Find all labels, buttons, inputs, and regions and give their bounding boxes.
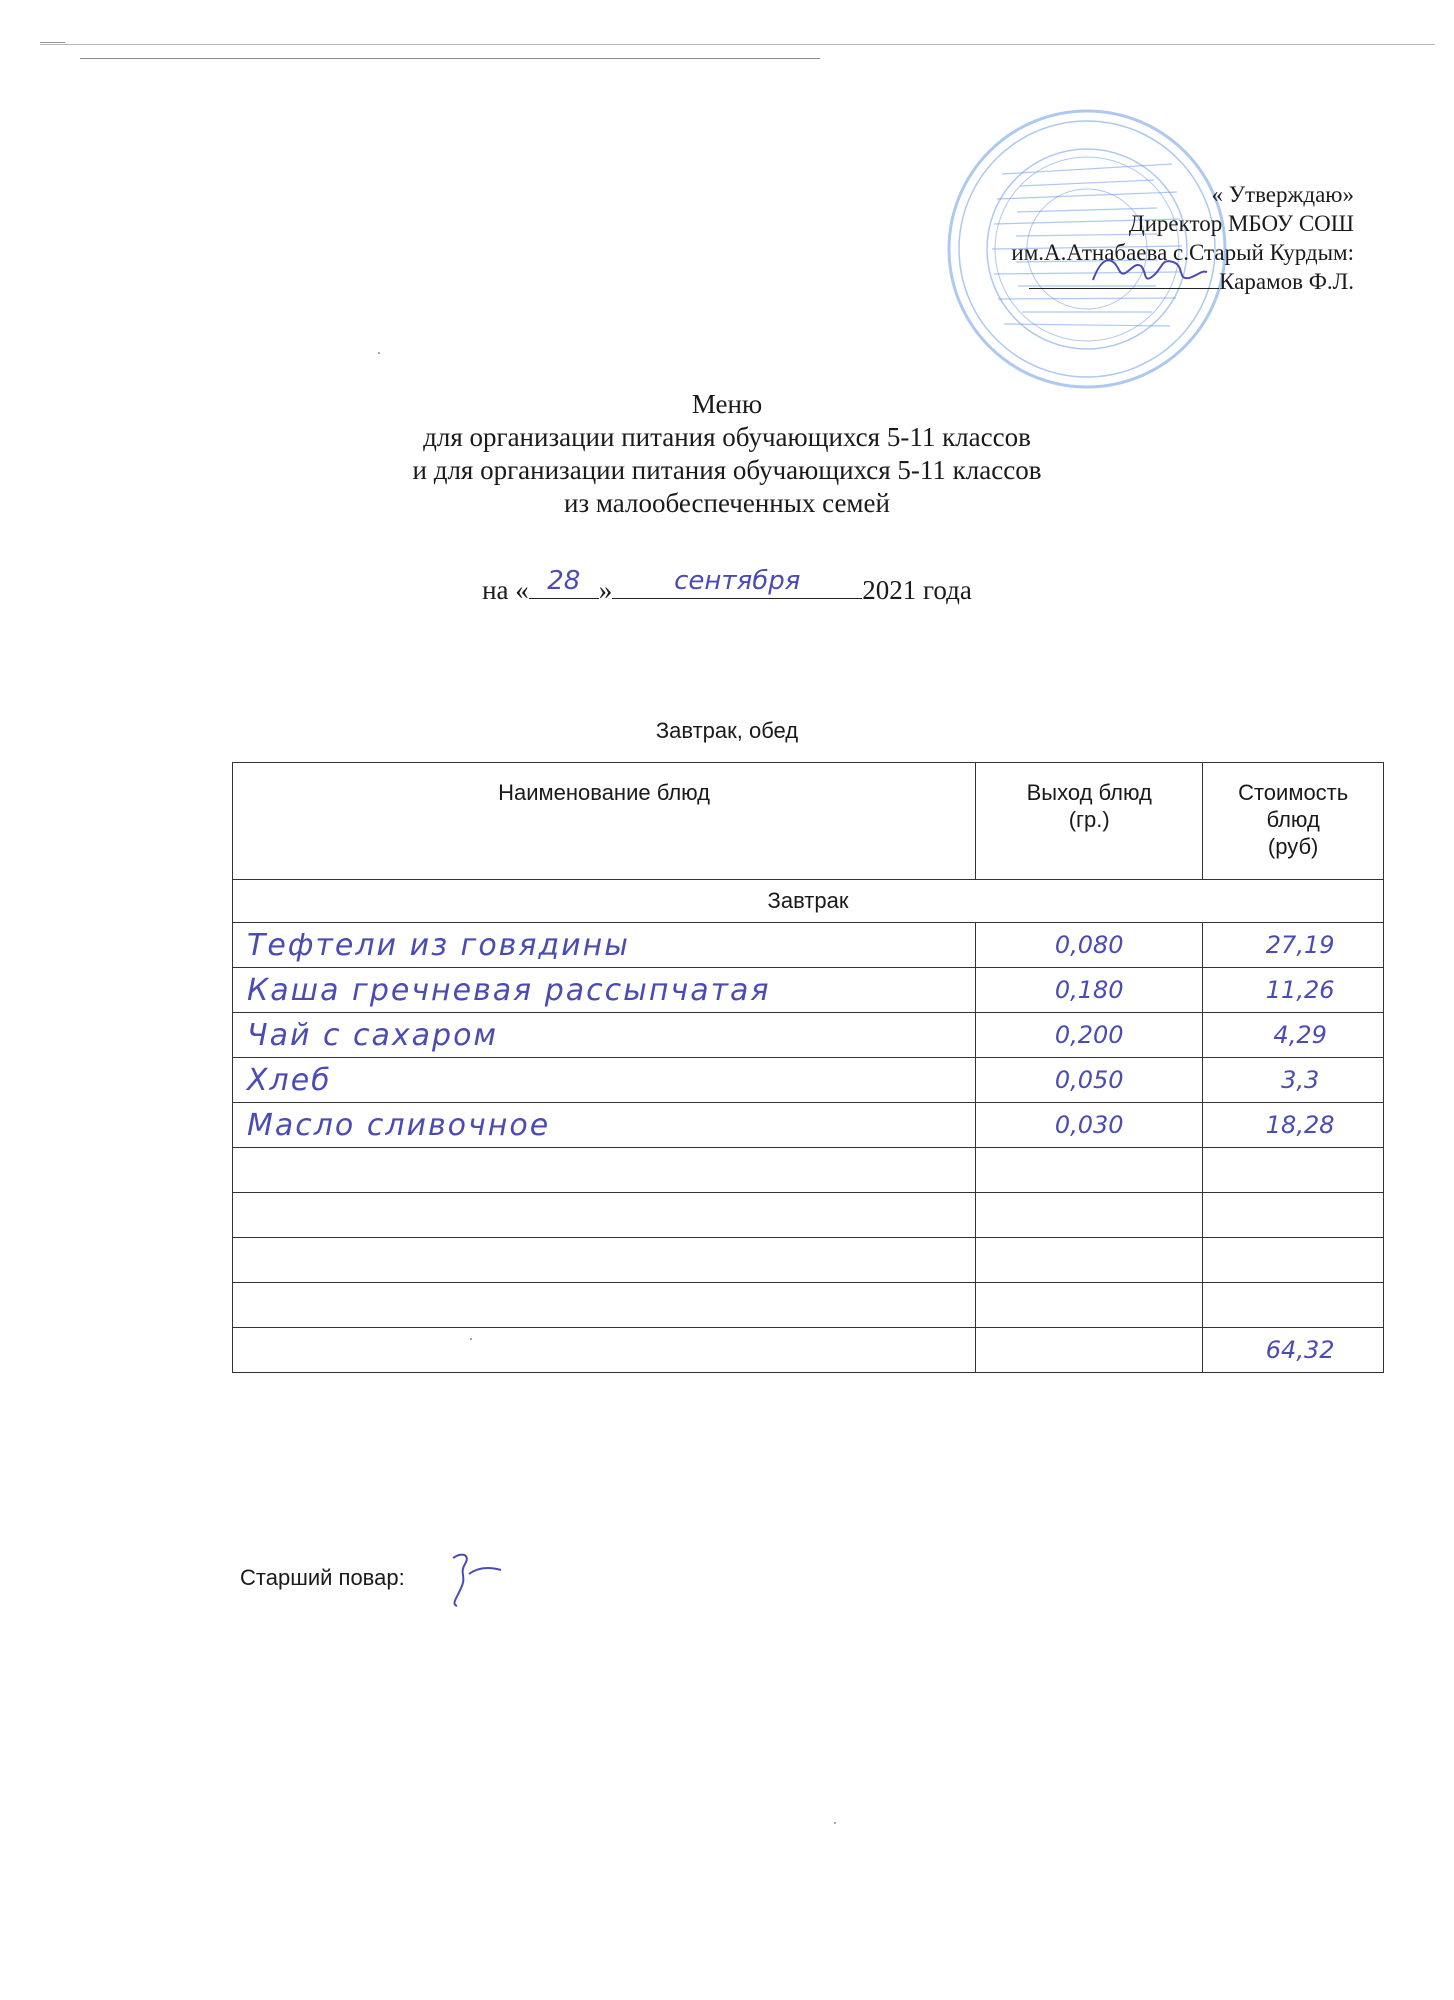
menu-date: [0, 566, 1454, 606]
dish-name: Масло сливочное: [233, 1103, 976, 1148]
table-row-total: [233, 1328, 1384, 1373]
dish-cost: [1203, 1193, 1384, 1238]
scan-edge-mark: [40, 42, 65, 43]
header-dish-name: Наименование блюд: [233, 763, 976, 880]
cook-label: Старший повар:: [240, 1565, 405, 1590]
approval-school: им.А.Атнабаева с.Старый Курдым:: [1011, 240, 1354, 265]
section-title: Завтрак: [233, 880, 1384, 923]
title-line-1: Меню: [691, 389, 763, 419]
title-line-2: для организации питания обучающихся 5-11 классов: [423, 422, 1031, 452]
header-cost-line-2: блюд: [1266, 807, 1320, 832]
approval-position: Директор МБОУ СОШ: [1128, 211, 1354, 236]
dish-name: Хлеб: [233, 1058, 976, 1103]
menu-table: [232, 762, 1384, 1373]
table-row: [233, 1283, 1384, 1328]
dish-yield: [976, 1283, 1203, 1328]
table-row: [233, 1148, 1384, 1193]
date-month: сентября: [674, 566, 801, 596]
dish-cost: 4,29: [1203, 1013, 1384, 1058]
table-row: [233, 1193, 1384, 1238]
table-row: [233, 923, 1384, 968]
dish-yield: [976, 1238, 1203, 1283]
header-cost-line-1: Стоимость: [1238, 780, 1349, 805]
date-month-field: [612, 566, 862, 599]
header-cost-line-3: (руб): [1267, 834, 1319, 859]
dish-yield: 0,180: [976, 968, 1203, 1013]
dish-cost: 3,3: [1203, 1058, 1384, 1103]
director-name: Карамов Ф.Л.: [1219, 269, 1354, 294]
dish-cost: [1203, 1283, 1384, 1328]
date-day-field: [529, 566, 599, 599]
dish-name: [233, 1193, 976, 1238]
date-suffix: 2021 года: [862, 575, 972, 605]
dish-yield: [976, 1148, 1203, 1193]
date-prefix: на «: [482, 575, 529, 605]
dish-yield: [976, 1328, 1203, 1373]
approval-signature-line: [1011, 267, 1354, 296]
dish-name: [233, 1283, 976, 1328]
date-day: 28: [547, 566, 581, 596]
table-row: [233, 1103, 1384, 1148]
dish-cost: [1203, 1148, 1384, 1193]
dish-yield: 0,080: [976, 923, 1203, 968]
dish-cost: [1203, 1238, 1384, 1283]
dish-name: Каша гречневая рассыпчатая: [233, 968, 976, 1013]
total-cost: 64,32: [1203, 1328, 1384, 1373]
cook-signature-icon: [447, 1548, 507, 1608]
dish-yield: [976, 1193, 1203, 1238]
scan-speck: [378, 352, 380, 354]
scan-speck: [834, 1822, 836, 1824]
dish-cost: 27,19: [1203, 923, 1384, 968]
dish-name: Тефтели из говядины: [233, 923, 976, 968]
dish-name: [233, 1238, 976, 1283]
table-row: [233, 1058, 1384, 1103]
director-signature-icon: [1089, 250, 1209, 290]
dish-cost: 11,26: [1203, 968, 1384, 1013]
approval-heading: « Утверждаю»: [1211, 182, 1354, 207]
dish-yield: 0,030: [976, 1103, 1203, 1148]
dish-name: [233, 1148, 976, 1193]
approval-block: [1011, 180, 1354, 296]
scan-edge-line: [80, 58, 820, 59]
dish-cost: 18,28: [1203, 1103, 1384, 1148]
document-title: [0, 388, 1454, 520]
table-row: [233, 1238, 1384, 1283]
title-line-4: из малообеспеченных семей: [564, 488, 890, 518]
table-row: [233, 968, 1384, 1013]
header-yield-line-2: (гр.): [1068, 807, 1110, 832]
header-cost: [1203, 763, 1384, 880]
scan-edge-line: [40, 44, 1435, 45]
dish-name: [233, 1328, 976, 1373]
dish-yield: 0,050: [976, 1058, 1203, 1103]
table-header-row: [233, 763, 1384, 880]
dish-name: Чай с сахаром: [233, 1013, 976, 1058]
signature-underline: [1029, 268, 1219, 289]
table-row: [233, 1013, 1384, 1058]
dish-yield: 0,200: [976, 1013, 1203, 1058]
header-yield-line-1: Выход блюд: [1026, 780, 1152, 805]
header-yield: [976, 763, 1203, 880]
scan-speck: [470, 1338, 472, 1340]
section-row: [233, 880, 1384, 923]
title-line-3: и для организации питания обучающихся 5-11 классов: [412, 455, 1042, 485]
meal-caption: Завтрак, обед: [655, 718, 799, 743]
date-mid: »: [598, 575, 613, 605]
